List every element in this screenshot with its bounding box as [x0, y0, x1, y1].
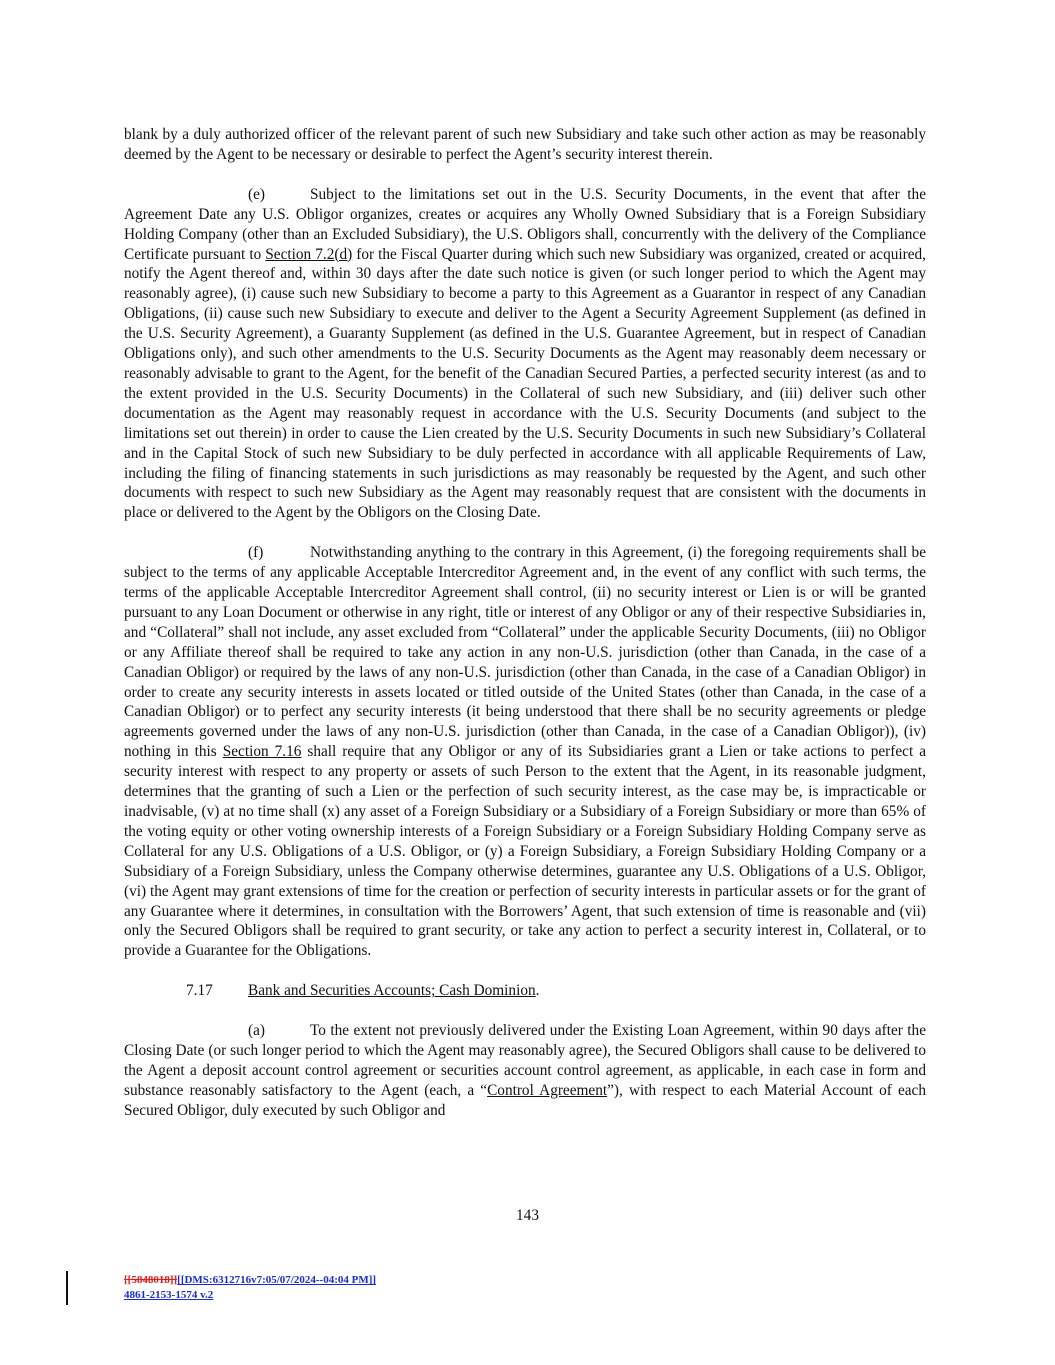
- section-heading-7-17: [124, 981, 926, 1001]
- footer-dms-line: [124, 1273, 376, 1288]
- section-title-period: .: [535, 982, 540, 1000]
- document-footer: [124, 1273, 376, 1303]
- paragraph-f-label: (f): [248, 544, 264, 562]
- paragraph-a-text-2: ”), with respect to each Material Account of each Secured Obligor, duly executed by such Obligor and: [124, 1081, 926, 1119]
- inserted-doc-ref: [[DMS:6312716v7:05/07/2024--04:04 PM]]: [177, 1274, 377, 1286]
- control-agreement-term: Control Agreement: [487, 1081, 608, 1099]
- section-7-2-d-reference: Section 7.2(d): [265, 245, 353, 263]
- footer-doc-id: 4861-2153-1574 v.2: [124, 1289, 214, 1301]
- paragraph-e-label: (e): [248, 185, 265, 203]
- paragraph-e: [124, 185, 926, 523]
- paragraph-a-label: (a): [248, 1022, 265, 1040]
- section-title: Bank and Securities Accounts; Cash Dominion: [248, 982, 536, 1000]
- paragraph-a: [124, 1021, 926, 1121]
- paragraph-e-text-1: Subject to the limitations set out in the U.S. Security Documents, in the event that after the Agreement Date any U.S. Obligor organizes, creates or acquires any Wholly Owned Subsidiary that is a Foreign Subsidiary Holding Company (other than an Excluded Subsidiary), the U.S. Obligors shall, concurrently with the delivery of the Compliance Certificate pursuant to: [124, 185, 926, 263]
- paragraph-a-text-1: To the extent not previously delivered under the Existing Loan Agreement, within 90 days after the Closing Date (or such longer period to which the Agent may reasonably agree), the Secured Obligors shall cause to be delivered to the Agent a deposit account control agreement or securities account control agreement, as applicable, in each case in form and substance reasonably satisfactory to the Agent (each, a “: [124, 1022, 926, 1099]
- paragraph-e-text-2: for the Fiscal Quarter during which such new Subsidiary was organized, created or acquired, notify the Agent thereof and, within 30 days after the date such notice is given (or such longer period to which the Agent may reasonably agree), (i) cause such new Subsidiary to become a party to this Agreement as a Guarantor in respect of any Canadian Obligations, (ii) cause such new Subsidiary to execute and deliver to the Agent a Security Agreement Supplement (as defined in the U.S. Security Agreement), a Guaranty Supplement (as defined in the U.S. Guarantee Agreement, but in respect of Canadian Obligations only), and such other amendments to the U.S. Security Documents as the Agent may reasonably deem necessary or reasonably advisable to grant to the Agent, for the benefit of the Canadian Secured Parties, a perfected security interest (as and to the extent provided in the U.S. Security Documents) in the Collateral of such new Subsidiary, and (iii) deliver such other documentation as the Agent may reasonably request in accordance with the U.S. Security Documents (and subject to the limitations set out therein) in order to cause the Lien created by the U.S. Security Documents in such new Subsidiary’s Collateral and in the Capital Stock of such new Subsidiary to be duly perfected in accordance with all applicable Requirements of Law, including the filing of financing statements in such jurisdictions as may reasonably be requested by the Agent, and such other documents with respect to such new Subsidiary as the Agent may reasonably request that are consistent with the documents in place or delivered to the Agent by the Obligors on the Closing Date.: [124, 245, 927, 522]
- section-number: 7.17: [186, 982, 213, 1000]
- change-bar: [66, 1271, 68, 1305]
- paragraph-intro: blank by a duly authorized officer of the relevant parent of such new Subsidiary and take such other action as may be reasonably deemed by the Agent to be necessary or desirable to perfect the Agent’s security interest therein.: [124, 126, 926, 163]
- document-page: [124, 125, 926, 1121]
- paragraph-f-text-1: Notwithstanding anything to the contrary in this Agreement, (i) the foregoing requirements shall be subject to the terms of any applicable Acceptable Intercreditor Agreement and, in the event of any conflict with such terms, the terms of the applicable Acceptable Intercreditor Agreement shall control, (ii) no security interest or Lien is or will be granted pursuant to any Loan Document or otherwise in any right, title or interest of any Obligor or any of their respective Subsidiaries in, and “Collateral” shall not include, any asset excluded from “Collateral” under the applicable Security Documents, (iii) no Obligor or any Affiliate thereof shall be required to take any action in any non-U.S. jurisdiction (other than Canada, in the case of a Canadian Obligor) or required by the laws of any non-U.S. jurisdiction (other than Canada, in the case of a Canadian Obligor) in order to create any security interests in assets located or titled outside of the United States (other than Canada, in the case of a Canadian Obligor) or to perfect any security interests (it being understood that there shall be no security agreements or pledge agreements governed under the laws of any non-U.S. jurisdiction (other than Canada, in the case of a Canadian Obligor)), (iv) nothing in this: [124, 544, 926, 761]
- paragraph-f: [124, 543, 926, 961]
- page-number: 143: [516, 1207, 539, 1224]
- section-7-16-reference: Section 7.16: [222, 743, 302, 761]
- paragraph-f-text-2: shall require that any Obligor or any of its Subsidiaries grant a Lien or take actions to perfect a security interest with respect to any property or assets of such Person to the extent that the Agent, in its reasonable judgment, determines that the granting of such a Lien or the perfection of such security interest, as the case may be, is impracticable or inadvisable, (v) at no time shall (x) any asset of a Foreign Subsidiary or a Subsidiary of a Foreign Subsidiary or more than 65% of the voting equity or other voting ownership interests of a Foreign Subsidiary or a Foreign Subsidiary Holding Company serve as Collateral for any U.S. Obligations of a U.S. Obligor, or (y) a Foreign Subsidiary, a Foreign Subsidiary Holding Company or a Subsidiary of a Foreign Subsidiary, unless the Company otherwise determines, guarantee any U.S. Obligations of a U.S. Obligor, (vi) the Agent may grant extensions of time for the creation or perfection of security interests in particular assets or for the grant of any Guarantee where it determines, in consultation with the Borrowers’ Agent, that such extension of time is reasonable and (vii) only the Secured Obligors shall be required to grant security, or take any action to perfect a security interest in, Collateral, or to provide a Guarantee for the Obligations.: [124, 743, 926, 960]
- deleted-doc-ref: [[5848018]]: [124, 1274, 178, 1286]
